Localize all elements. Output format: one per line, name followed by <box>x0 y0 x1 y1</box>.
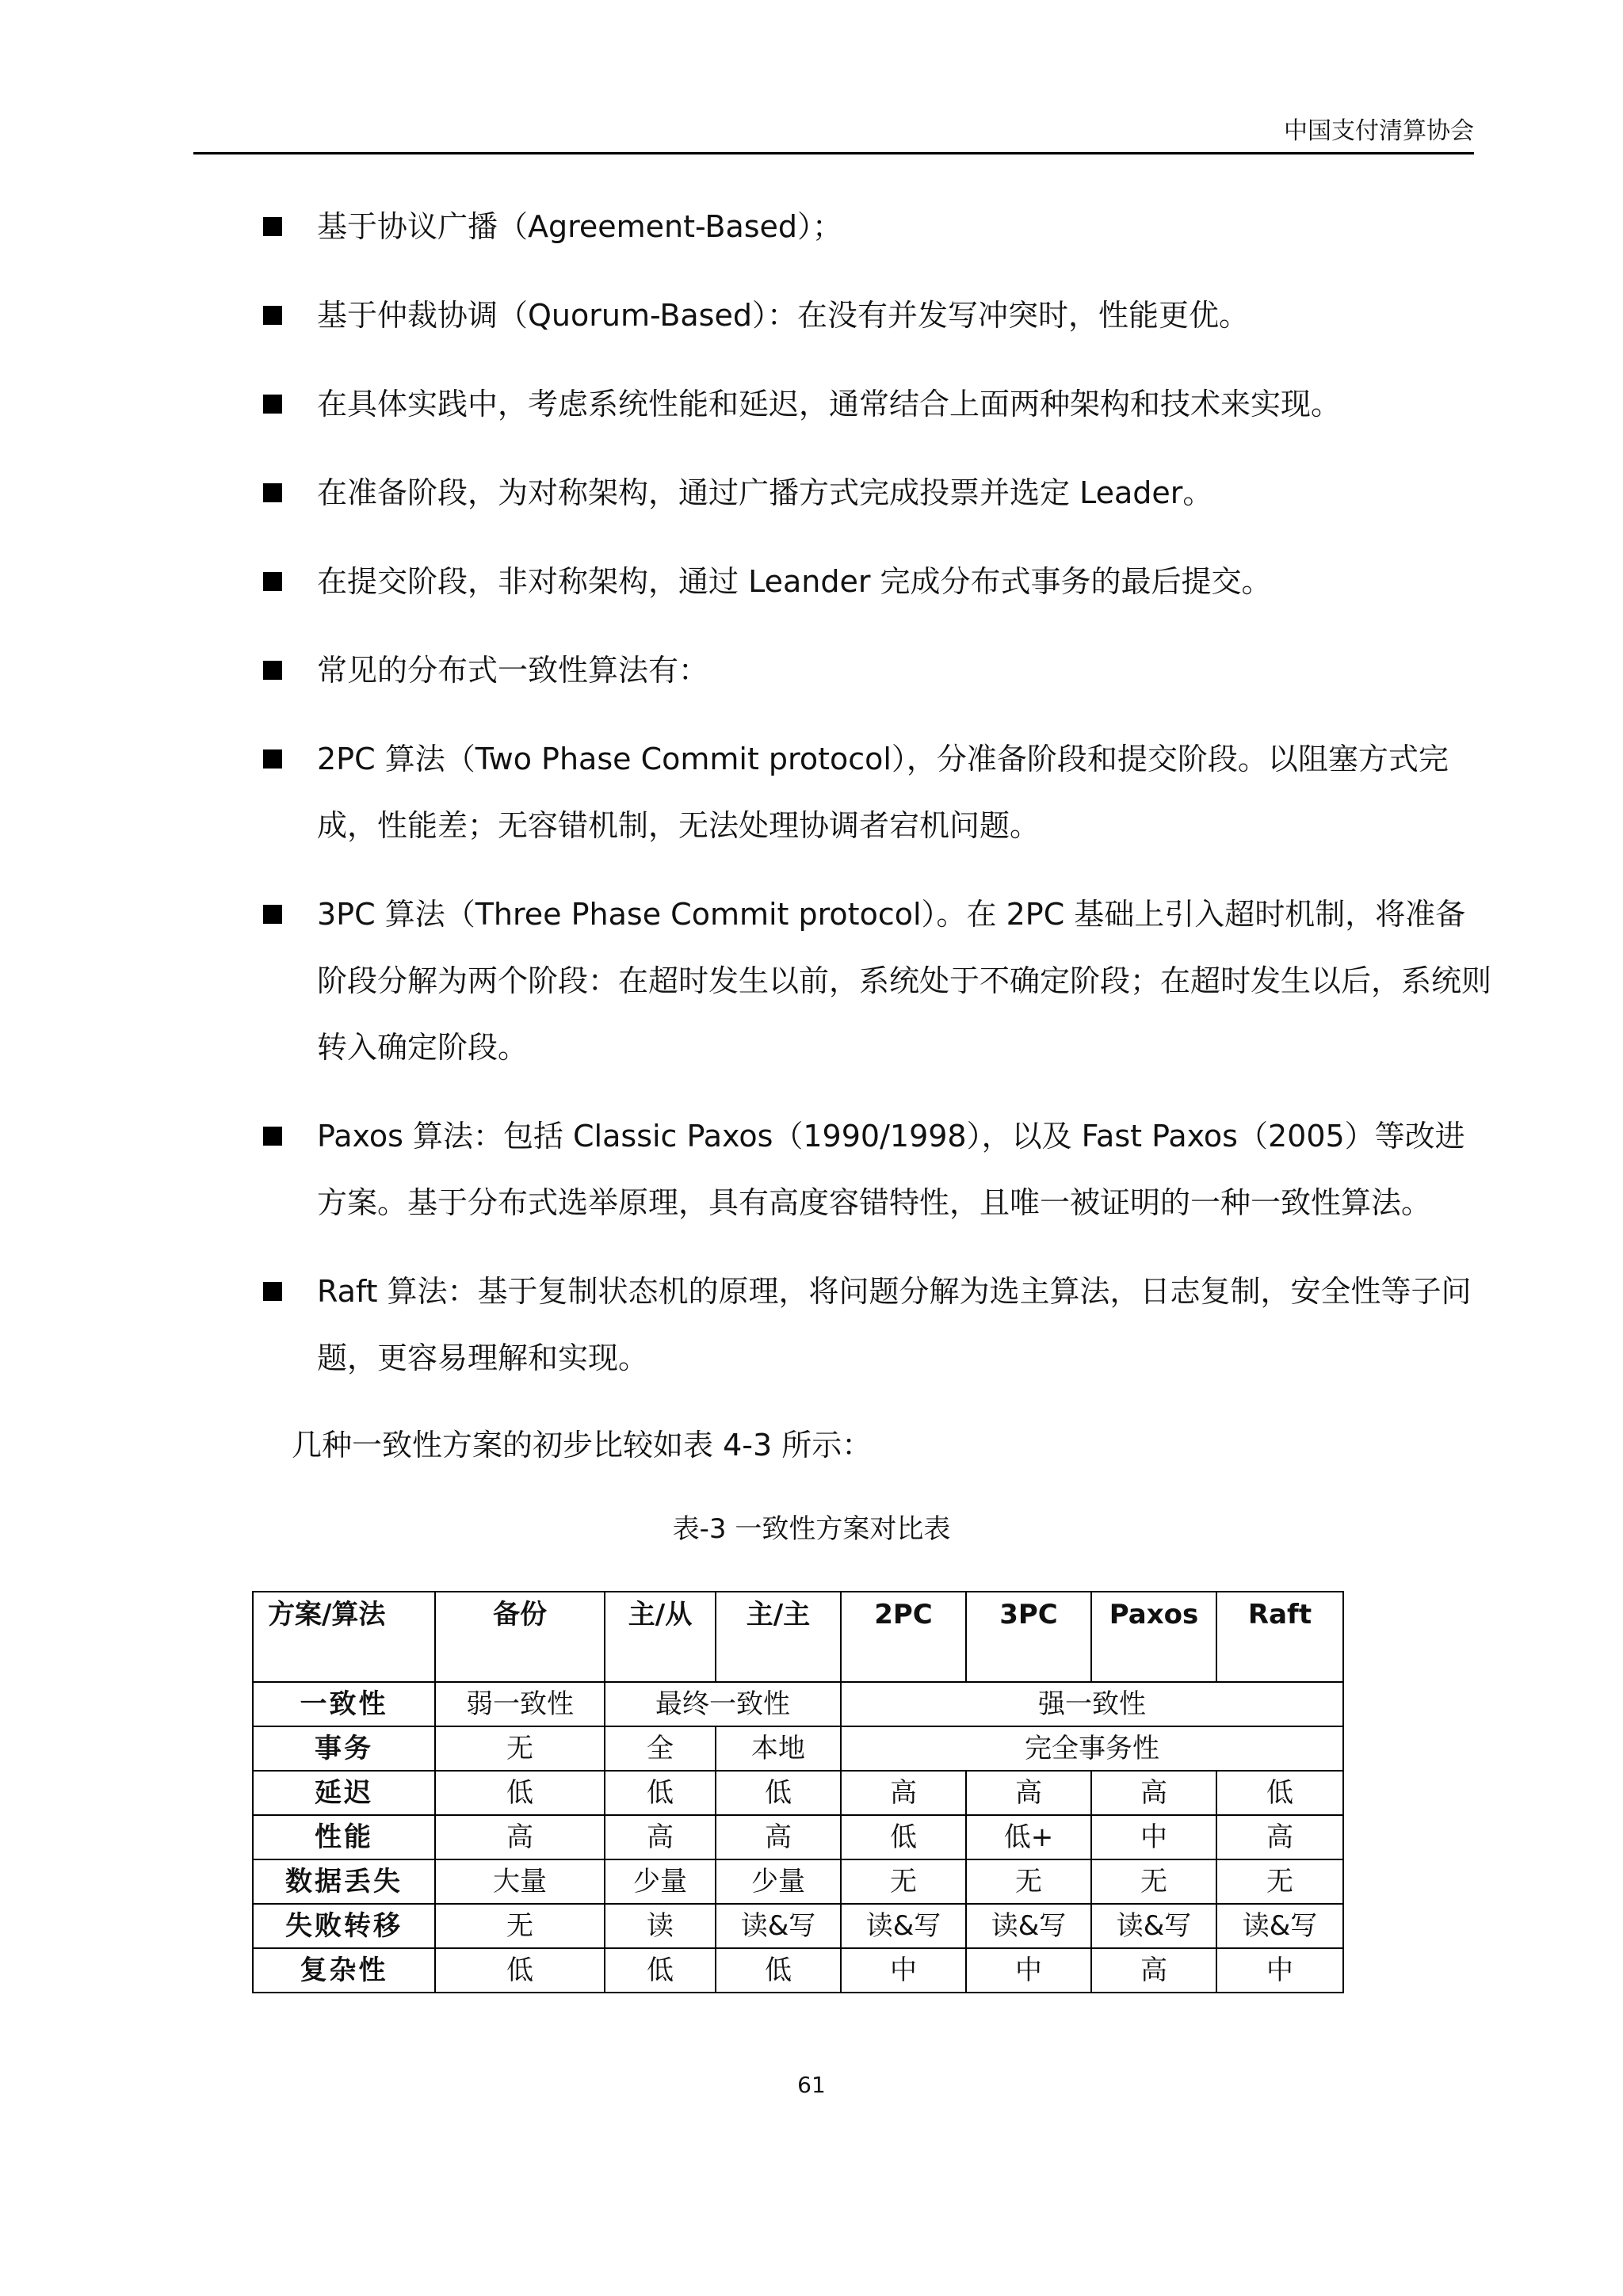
row-label: 数据丢失 <box>253 1859 435 1904</box>
table-row <box>253 1726 1343 1771</box>
table-cell: 无 <box>966 1859 1091 1904</box>
table-cell: 低 <box>435 1771 605 1815</box>
bullet-text: 常见的分布式一致性算法有： <box>317 653 709 688</box>
square-bullet-icon <box>263 572 282 591</box>
table-cell: 读&写 <box>1091 1904 1216 1948</box>
table-cell: 高 <box>966 1771 1091 1815</box>
square-bullet-icon <box>263 306 282 325</box>
table-cell: 低 <box>1216 1771 1343 1815</box>
header-cell: 备份 <box>435 1592 605 1682</box>
table-cell: 无 <box>435 1904 605 1948</box>
bullet-text: 在具体实践中，考虑系统性能和延迟，通常结合上面两种架构和技术来实现。 <box>317 387 1342 421</box>
square-bullet-icon <box>263 1282 282 1301</box>
bullet-item <box>258 460 1495 526</box>
table-cell: 中 <box>966 1948 1091 1993</box>
bullet-item <box>258 1258 1495 1391</box>
table-cell: 低 <box>605 1771 716 1815</box>
table-cell: 读&写 <box>966 1904 1091 1948</box>
table-cell: 中 <box>1091 1815 1216 1859</box>
bullet-item <box>258 637 1495 704</box>
table-cell: 读 <box>605 1904 716 1948</box>
table-cell: 高 <box>435 1815 605 1859</box>
row-label: 性能 <box>253 1815 435 1859</box>
header-organization: 中国支付清算协会 <box>1284 117 1474 145</box>
header-cell: Raft <box>1216 1592 1343 1682</box>
header-cell: 方案/算法 <box>253 1592 435 1682</box>
bullet-text: 在准备阶段，为对称架构，通过广播方式完成投票并选定 Leader。 <box>317 475 1213 510</box>
table-row <box>253 1771 1343 1815</box>
bullet-item <box>258 371 1495 437</box>
bullet-text: 在提交阶段，非对称架构，通过 Leander 完成分布式事务的最后提交。 <box>317 564 1272 599</box>
table-cell: 中 <box>1216 1948 1343 1993</box>
bullet-item <box>258 193 1495 260</box>
table-cell: 弱一致性 <box>435 1682 605 1726</box>
row-label: 事务 <box>253 1726 435 1771</box>
table-cell: 低 <box>435 1948 605 1993</box>
row-label: 延迟 <box>253 1771 435 1815</box>
square-bullet-icon <box>263 905 282 924</box>
table-cell: 低+ <box>966 1815 1091 1859</box>
table-cell: 无 <box>841 1859 966 1904</box>
bullet-item <box>258 881 1495 1081</box>
square-bullet-icon <box>263 483 282 502</box>
table-header-row <box>253 1592 1343 1682</box>
bullet-item <box>258 548 1495 615</box>
row-label: 一致性 <box>253 1682 435 1726</box>
bullet-text: 基于协议广播（Agreement-Based）； <box>317 209 843 244</box>
table-cell: 高 <box>605 1815 716 1859</box>
header-cell: 2PC <box>841 1592 966 1682</box>
square-bullet-icon <box>263 395 282 414</box>
table-cell: 读&写 <box>841 1904 966 1948</box>
table-cell: 高 <box>1091 1771 1216 1815</box>
table-cell: 读&写 <box>716 1904 841 1948</box>
square-bullet-icon <box>263 749 282 769</box>
header-cell: 3PC <box>966 1592 1091 1682</box>
table-cell: 全 <box>605 1726 716 1771</box>
table-cell: 大量 <box>435 1859 605 1904</box>
header-cell: Paxos <box>1091 1592 1216 1682</box>
square-bullet-icon <box>263 217 282 236</box>
table-cell: 强一致性 <box>841 1682 1343 1726</box>
table-cell: 高 <box>841 1771 966 1815</box>
bullet-text: Raft 算法：基于复制状态机的原理，将问题分解为选主算法，日志复制，安全性等子问题，更容易理解和实现。 <box>317 1274 1472 1375</box>
header-cell: 主/从 <box>605 1592 716 1682</box>
table-cell: 低 <box>716 1948 841 1993</box>
bullet-text: 基于仲裁协调（Quorum-Based）：在没有并发写冲突时，性能更优。 <box>317 298 1249 333</box>
table-cell: 少量 <box>605 1859 716 1904</box>
table-cell: 读&写 <box>1216 1904 1343 1948</box>
bullet-text: 3PC 算法（Three Phase Commit protocol）。在 2PC 基础上引入超时机制，将准备阶段分解为两个阶段：在超时发生以前，系统处于不确定阶段；在超时发生以后，系统则转入确定阶段。 <box>317 897 1492 1065</box>
table-row <box>253 1904 1343 1948</box>
bullet-list <box>258 193 1495 1413</box>
table-cell: 本地 <box>716 1726 841 1771</box>
header-cell: 主/主 <box>716 1592 841 1682</box>
table-cell: 少量 <box>716 1859 841 1904</box>
table-row <box>253 1859 1343 1904</box>
table-cell: 高 <box>1091 1948 1216 1993</box>
table-cell: 无 <box>435 1726 605 1771</box>
page-number: 61 <box>797 2072 826 2098</box>
row-label: 复杂性 <box>253 1948 435 1993</box>
bullet-item <box>258 1103 1495 1236</box>
table-cell: 最终一致性 <box>605 1682 841 1726</box>
table-row <box>253 1682 1343 1726</box>
bullet-item <box>258 282 1495 349</box>
table-cell: 中 <box>841 1948 966 1993</box>
comparison-table <box>252 1591 1344 1993</box>
bullet-text: Paxos 算法：包括 Classic Paxos（1990/1998），以及 Fast Paxos（2005）等改进方案。基于分布式选举原理，具有高度容错特性，且唯一被证明的一种一致性算法。 <box>317 1119 1465 1220</box>
row-label: 失败转移 <box>253 1904 435 1948</box>
bullet-text: 2PC 算法（Two Phase Commit protocol），分准备阶段和提交阶段。以阻塞方式完成，性能差；无容错机制，无法处理协调者宕机问题。 <box>317 742 1449 843</box>
table-cell: 低 <box>605 1948 716 1993</box>
table-row <box>253 1815 1343 1859</box>
table-cell: 高 <box>1216 1815 1343 1859</box>
table-caption: 表-3 一致性方案对比表 <box>672 1513 951 1545</box>
table-cell: 无 <box>1091 1859 1216 1904</box>
square-bullet-icon <box>263 1127 282 1146</box>
table-cell: 低 <box>841 1815 966 1859</box>
table-row <box>253 1948 1343 1993</box>
table-cell: 完全事务性 <box>841 1726 1343 1771</box>
table-cell: 高 <box>716 1815 841 1859</box>
square-bullet-icon <box>263 661 282 680</box>
table-cell: 低 <box>716 1771 841 1815</box>
header-divider <box>193 152 1474 154</box>
bullet-item <box>258 726 1495 859</box>
table-intro-paragraph: 几种一致性方案的初步比较如表 4-3 所示： <box>292 1428 873 1463</box>
table-cell: 无 <box>1216 1859 1343 1904</box>
